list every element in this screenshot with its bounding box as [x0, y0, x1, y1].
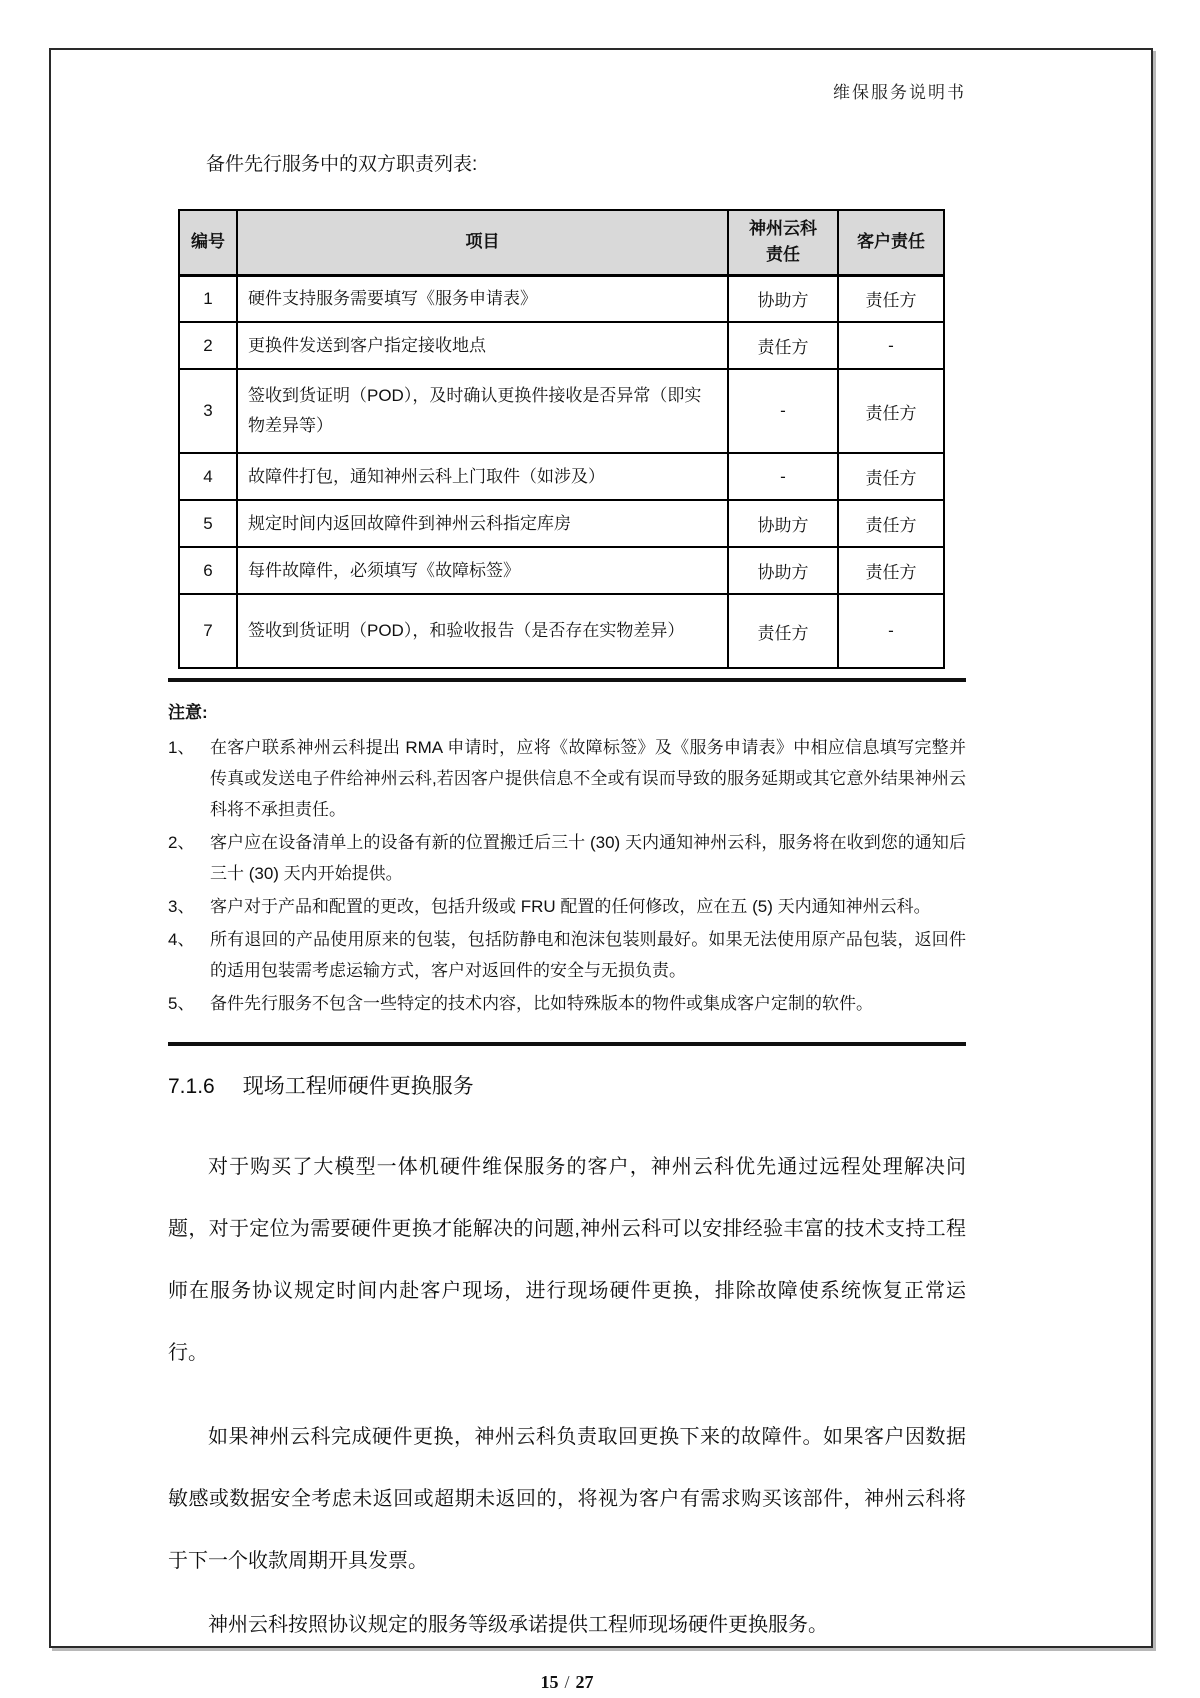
list-item [168, 732, 966, 825]
row-customer-resp: 责任方 [838, 275, 944, 322]
horizontal-rule [168, 1042, 966, 1046]
row-item: 签收到货证明（POD），和验收报告（是否存在实物差异） [237, 594, 728, 668]
document-title-header: 维保服务说明书 [833, 83, 966, 102]
row-item: 规定时间内返回故障件到神州云科指定库房 [237, 500, 728, 547]
row-vendor-resp: 协助方 [728, 500, 838, 547]
horizontal-rule [168, 678, 966, 682]
note-marker: 1、 [168, 738, 195, 757]
row-number: 2 [179, 322, 237, 369]
notes-list [168, 732, 966, 1019]
body-paragraph: 如果神州云科完成硬件更换，神州云科负责取回更换下来的故障件。如果客户因数据敏感或数据安全考虑未返回或超期未返回的，将视为客户有需求购买该部件，神州云科将于下一个收款周期开具发票。 [168, 1426, 966, 1572]
row-item: 故障件打包，通知神州云科上门取件（如涉及） [237, 453, 728, 500]
section-heading [168, 1070, 966, 1100]
header-cell-no: 编号 [179, 210, 237, 275]
row-customer-resp: 责任方 [838, 369, 944, 453]
note-text: 所有退回的产品使用原来的包装，包括防静电和泡沫包装则最好。如果无法使用原产品包装，返回件的适用包装需考虑运输方式，客户对返回件的安全与无损负责。 [210, 930, 966, 980]
row-customer-resp: - [838, 322, 944, 369]
row-vendor-resp: 责任方 [728, 322, 838, 369]
table-header-row [179, 210, 944, 275]
row-item: 硬件支持服务需要填写《服务申请表》 [237, 275, 728, 322]
table-intro-text: 备件先行服务中的双方职责列表: [206, 154, 478, 175]
table-row [179, 453, 944, 500]
table-row [179, 275, 944, 322]
header-cell-vendor [728, 210, 838, 275]
row-vendor-resp: 协助方 [728, 275, 838, 322]
table-row [179, 500, 944, 547]
row-vendor-resp: 责任方 [728, 594, 838, 668]
list-item [168, 891, 966, 922]
table-row [179, 322, 944, 369]
row-vendor-resp: 协助方 [728, 547, 838, 594]
row-customer-resp: 责任方 [838, 500, 944, 547]
list-item [168, 924, 966, 986]
note-text: 备件先行服务不包含一些特定的技术内容，比如特殊版本的物件或集成客户定制的软件。 [210, 994, 873, 1013]
note-marker: 3、 [168, 897, 195, 916]
header-cell-customer: 客户责任 [838, 210, 944, 275]
row-customer-resp: - [838, 594, 944, 668]
note-marker: 2、 [168, 833, 195, 852]
note-marker: 4、 [168, 930, 195, 949]
row-customer-resp: 责任方 [838, 547, 944, 594]
row-number: 3 [179, 369, 237, 453]
row-item: 每件故障件，必须填写《故障标签》 [237, 547, 728, 594]
table-row [179, 547, 944, 594]
note-text: 在客户联系神州云科提出 RMA 申请时，应将《故障标签》及《服务申请表》中相应信息填写完整并传真或发送电子件给神州云科,若因客户提供信息不全或有误而导致的服务延期或其它意外结果神州云科将不承担责任。 [210, 738, 966, 819]
responsibility-table [178, 209, 945, 669]
page-frame [49, 48, 1153, 1692]
body-paragraph: 神州云科按照协议规定的服务等级承诺提供工程师现场硬件更换服务。 [208, 1614, 828, 1636]
table-row [179, 369, 944, 453]
total-page-number: 27 [575, 1672, 594, 1692]
row-number: 6 [179, 547, 237, 594]
header-vendor-line1: 神州云科 [749, 219, 817, 239]
row-number: 7 [179, 594, 237, 668]
list-item [168, 988, 966, 1019]
row-vendor-resp: - [728, 453, 838, 500]
note-text: 客户应在设备清单上的设备有新的位置搬迁后三十 (30) 天内通知神州云科，服务将在收到您的通知后三十 (30) 天内开始提供。 [210, 833, 966, 883]
list-item [168, 827, 966, 889]
note-text: 客户对于产品和配置的更改，包括升级或 FRU 配置的任何修改，应在五 (5) 天内通知神州云科。 [210, 897, 931, 916]
header-cell-item: 项目 [237, 210, 728, 275]
row-number: 1 [179, 275, 237, 322]
row-item: 更换件发送到客户指定接收地点 [237, 322, 728, 369]
section-number: 7.1.6 [168, 1075, 215, 1098]
page-content [168, 50, 966, 1693]
page-number-separator: / [564, 1672, 570, 1692]
note-marker: 5、 [168, 994, 195, 1013]
current-page-number: 15 [540, 1672, 559, 1692]
section-title: 现场工程师硬件更换服务 [242, 1075, 474, 1098]
row-item: 签收到货证明（POD），及时确认更换件接收是否异常（即实物差异等） [237, 369, 728, 453]
row-number: 4 [179, 453, 237, 500]
row-vendor-resp: - [728, 369, 838, 453]
page-number-footer [168, 1672, 966, 1693]
header-vendor-line2: 责任 [766, 245, 800, 265]
row-number: 5 [179, 500, 237, 547]
table-row [179, 594, 944, 668]
notes-label: 注意: [168, 703, 208, 722]
body-paragraph: 对于购买了大模型一体机硬件维保服务的客户，神州云科优先通过远程处理解决问题，对于定位为需要硬件更换才能解决的问题,神州云科可以安排经验丰富的技术支持工程师在服务协议规定时间内赴客户现场，进行现场硬件更换，排除故障使系统恢复正常运行。 [168, 1156, 966, 1364]
row-customer-resp: 责任方 [838, 453, 944, 500]
